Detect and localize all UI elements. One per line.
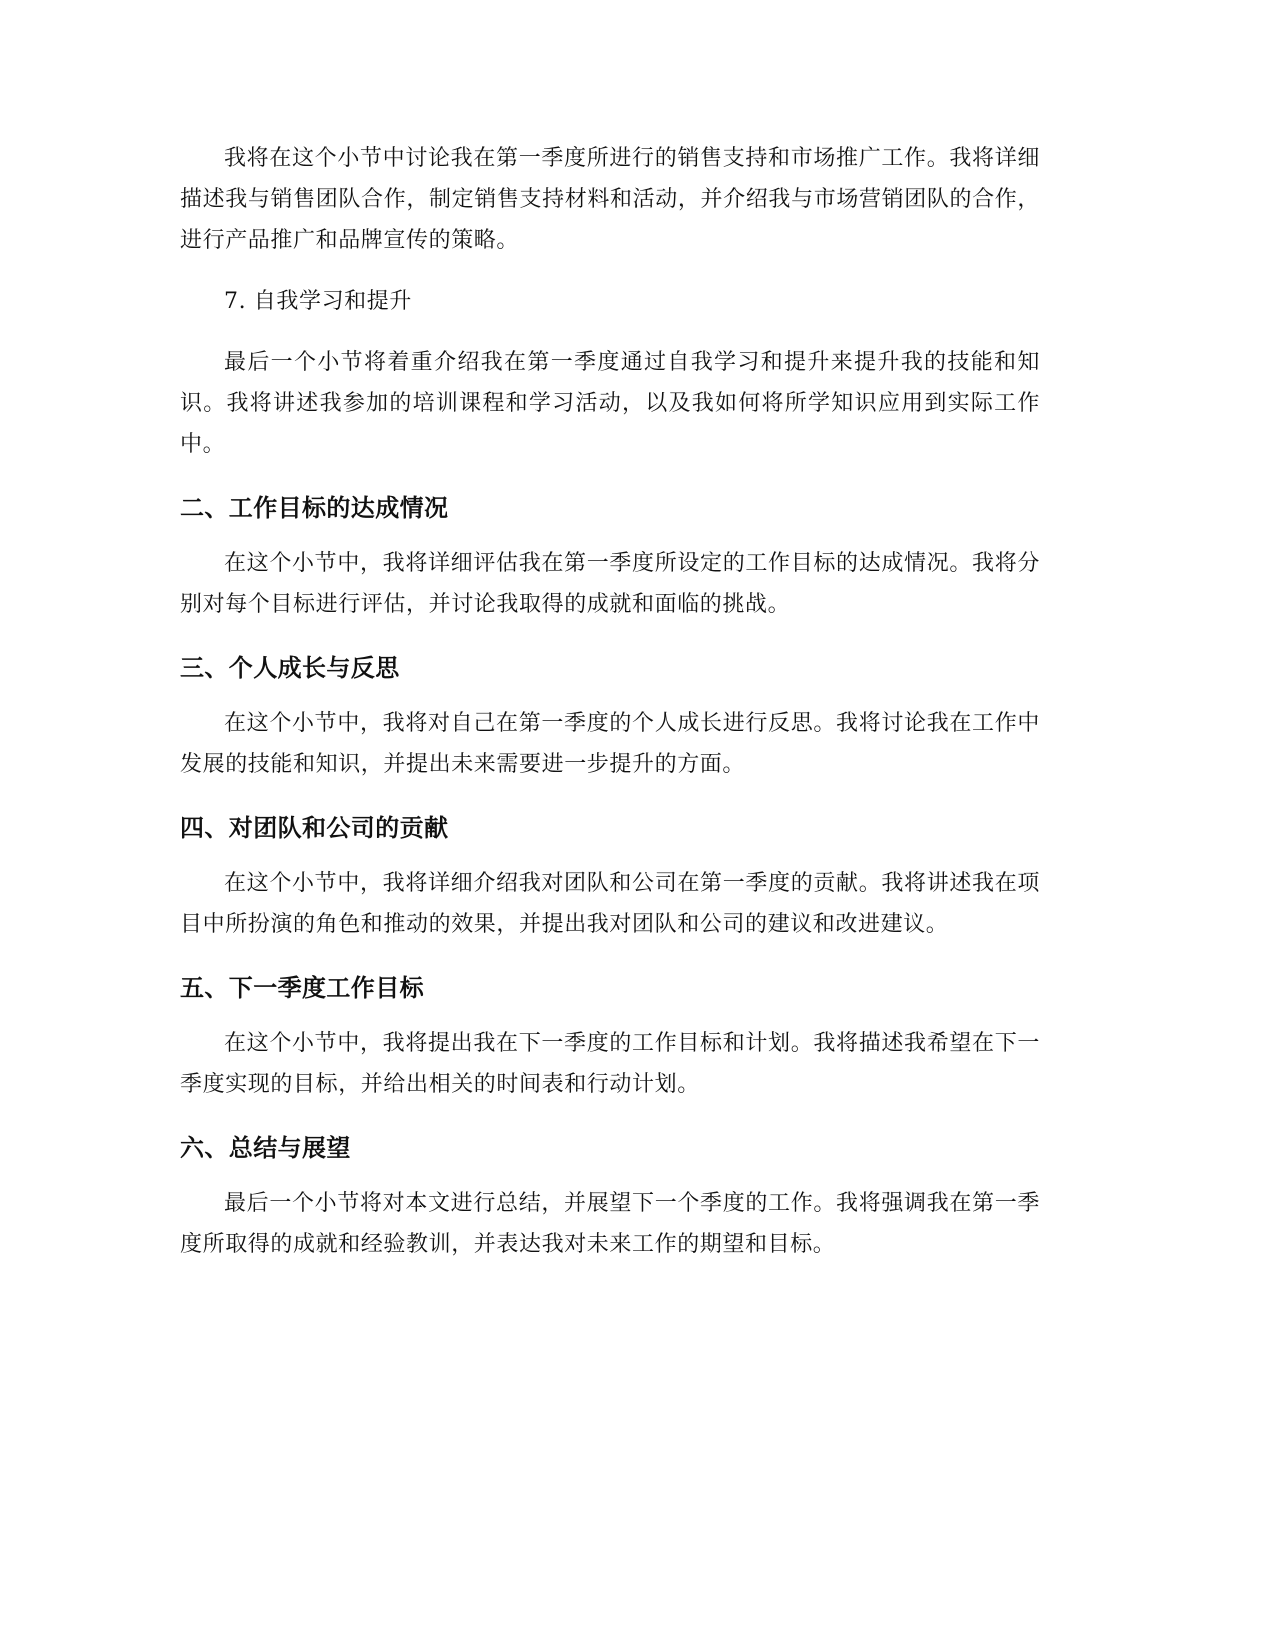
section-heading-3: 三、个人成长与反思 <box>180 654 400 682</box>
section-heading-5: 五、下一季度工作目标 <box>180 974 424 1002</box>
item-7-paragraph: 最后一个小节将着重介绍我在第一季度通过自我学习和提升来提升我的技能和知识。我将讲述我参加的培训课程和学习活动，以及我如何将所学知识应用到实际工作中。 <box>180 350 1040 457</box>
intro-paragraph: 我将在这个小节中讨论我在第一季度所进行的销售支持和市场推广工作。我将详细描述我与销售团队合作，制定销售支持材料和活动，并介绍我与市场营销团队的合作，进行产品推广和品牌宣传的策略。 <box>180 146 1040 253</box>
section-paragraph-2: 在这个小节中，我将详细评估我在第一季度所设定的工作目标的达成情况。我将分别对每个目标进行评估，并讨论我取得的成就和面临的挑战。 <box>180 551 1040 617</box>
item-7-title: 7. 自我学习和提升 <box>224 289 412 314</box>
section-paragraph-4: 在这个小节中，我将详细介绍我对团队和公司在第一季度的贡献。我将讲述我在项目中所扮演的角色和推动的效果，并提出我对团队和公司的建议和改进建议。 <box>180 871 1040 937</box>
section-paragraph-6: 最后一个小节将对本文进行总结，并展望下一个季度的工作。我将强调我在第一季度所取得的成就和经验教训，并表达我对未来工作的期望和目标。 <box>180 1191 1040 1257</box>
section-heading-4: 四、对团队和公司的贡献 <box>180 814 449 842</box>
section-paragraph-3: 在这个小节中，我将对自己在第一季度的个人成长进行反思。我将讨论我在工作中发展的技能和知识，并提出未来需要进一步提升的方面。 <box>180 711 1040 777</box>
section-heading-2: 二、工作目标的达成情况 <box>180 494 449 522</box>
section-paragraph-5: 在这个小节中，我将提出我在下一季度的工作目标和计划。我将描述我希望在下一季度实现的目标，并给出相关的时间表和行动计划。 <box>180 1031 1040 1097</box>
document-page <box>180 138 1040 1265</box>
section-heading-6: 六、总结与展望 <box>180 1134 351 1162</box>
